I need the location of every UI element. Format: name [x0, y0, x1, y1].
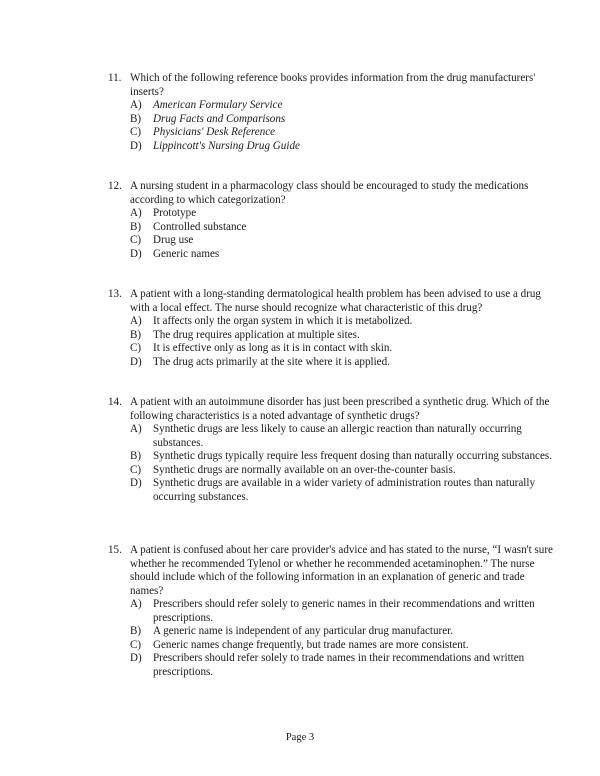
option-letter: A): [130, 207, 142, 219]
option-letter: C): [130, 234, 142, 246]
question-stem: [108, 288, 556, 315]
question-number: 15.: [108, 544, 122, 556]
question-14: [108, 396, 556, 504]
question-number: 13.: [108, 288, 122, 300]
option-letter: D): [130, 477, 142, 489]
option-letter: B): [130, 220, 142, 233]
option-letter: B): [130, 625, 142, 637]
option-text: Prototype: [153, 207, 197, 219]
answer-option-b[interactable]: [108, 113, 556, 127]
question-number: 14.: [108, 396, 122, 408]
option-letter: D): [130, 139, 142, 152]
option-letter: B): [130, 450, 142, 462]
answer-option-b[interactable]: [108, 329, 556, 343]
option-letter: C): [130, 342, 142, 354]
option-letter: C): [130, 126, 142, 138]
question-text: A patient is confused about her care provider's advice and has stated to the nurse, “I wasn't sure whether he recommended Tylenol or whether he recommended acetaminophen.” The nurse should include which of the following information in an explanation of generic and trade names?: [130, 544, 553, 597]
option-text: Physicians' Desk Reference: [153, 126, 276, 138]
option-letter: A): [130, 99, 142, 111]
option-text: Synthetic drugs are normally available on an over-the-counter basis.: [153, 463, 456, 476]
answer-options: [108, 598, 556, 679]
question-stem: [108, 544, 556, 598]
question-stem: [108, 396, 556, 423]
question-stem: [108, 72, 556, 99]
option-text: It is effective only as long as it is in contact with skin.: [153, 342, 393, 354]
option-letter: A): [130, 423, 142, 435]
option-text: Prescribers should refer solely to generic names in their recommendations and written prescriptions.: [153, 598, 535, 624]
option-letter: D): [130, 247, 142, 260]
answer-options: [108, 423, 556, 504]
answer-option-d[interactable]: [108, 248, 556, 262]
option-text: Controlled substance: [153, 220, 247, 233]
answer-option-d[interactable]: [108, 140, 556, 154]
answer-option-b[interactable]: [108, 625, 556, 639]
answer-options: [108, 315, 556, 369]
option-text: Prescribers should refer solely to trade names in their recommendations and written prescriptions.: [153, 652, 525, 678]
answer-option-c[interactable]: [108, 234, 556, 248]
answer-option-c[interactable]: [108, 639, 556, 653]
answer-option-d[interactable]: [108, 356, 556, 370]
answer-option-a[interactable]: [108, 598, 556, 625]
answer-option-a[interactable]: [108, 423, 556, 450]
option-letter: D): [130, 355, 142, 368]
answer-option-a[interactable]: [108, 99, 556, 113]
answer-option-c[interactable]: [108, 342, 556, 356]
option-letter: B): [130, 112, 142, 125]
option-text: The drug requires application at multiple sites.: [153, 328, 360, 341]
option-letter: B): [130, 328, 142, 341]
answer-options: [108, 207, 556, 261]
option-letter: A): [130, 598, 142, 610]
option-letter: D): [130, 652, 142, 664]
option-text: Drug Facts and Comparisons: [153, 112, 286, 125]
option-text: Synthetic drugs are available in a wider variety of administration routes than naturally occurring substances.: [153, 477, 535, 503]
answer-option-c[interactable]: [108, 126, 556, 140]
page-number: Page 3: [285, 732, 315, 743]
answer-option-d[interactable]: [108, 477, 556, 504]
option-text: Generic names change frequently, but trade names are more consistent.: [153, 638, 469, 651]
option-text: A generic name is independent of any particular drug manufacturer.: [153, 625, 454, 637]
option-text: Lippincott's Nursing Drug Guide: [153, 139, 300, 152]
question-13: [108, 288, 556, 369]
question-stem: [108, 180, 556, 207]
answer-option-c[interactable]: [108, 464, 556, 478]
answer-option-a[interactable]: [108, 207, 556, 221]
option-text: Synthetic drugs are less likely to cause an allergic reaction than naturally occurring substances.: [153, 423, 522, 449]
answer-option-d[interactable]: [108, 652, 556, 679]
option-text: American Formulary Service: [153, 99, 283, 111]
question-text: A patient with a long-standing dermatological health problem has been advised to use a drug with a local effect. The nurse should recognize what characteristic of this drug?: [130, 288, 541, 314]
question-text: A nursing student in a pharmacology class should be encouraged to study the medications according to which categorization?: [130, 180, 529, 206]
question-12: [108, 180, 556, 261]
option-letter: A): [130, 315, 142, 327]
question-text: Which of the following reference books provides information from the drug manufacturers' inserts?: [130, 72, 536, 98]
option-letter: C): [130, 638, 142, 651]
option-letter: C): [130, 463, 142, 476]
option-text: Drug use: [153, 234, 194, 246]
question-text: A patient with an autoimmune disorder has just been prescribed a synthetic drug. Which of the following characteristics is a noted advantage of synthetic drugs?: [130, 396, 550, 422]
question-number: 11.: [108, 72, 122, 84]
option-text: Generic names: [153, 247, 220, 260]
question-number: 12.: [108, 180, 122, 192]
option-text: It affects only the organ system in which it is metabolized.: [153, 315, 413, 327]
answer-option-b[interactable]: [108, 450, 556, 464]
option-text: Synthetic drugs typically require less frequent dosing than naturally occurring substances.: [153, 450, 552, 462]
answer-option-b[interactable]: [108, 221, 556, 235]
option-text: The drug acts primarily at the site where it is applied.: [153, 355, 390, 368]
answer-option-a[interactable]: [108, 315, 556, 329]
question-15: [108, 544, 556, 679]
question-11: [108, 72, 556, 153]
answer-options: [108, 99, 556, 153]
